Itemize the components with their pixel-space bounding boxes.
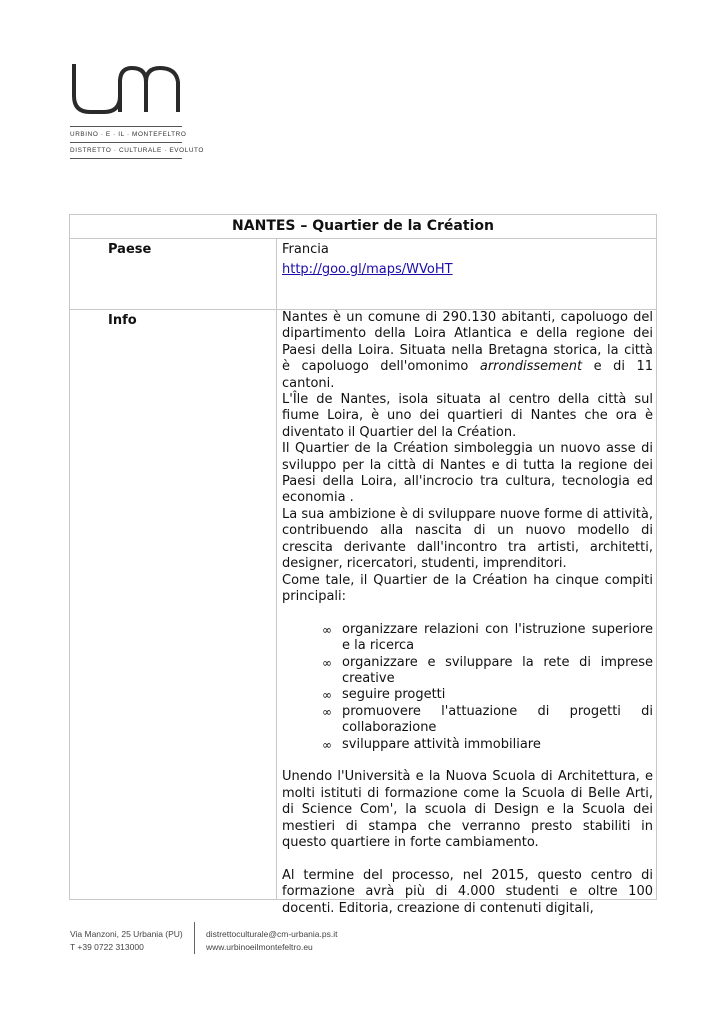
info-paragraph: Unendo l'Università e la Nuova Scuola di Architettura, e molti istituti di formazione come la Scuola di Belle Arti, di Science Com', la scuola di Design e la Scuola dei mestieri di stampa che verranno presto stabiliti in questo quartiere in forte cambiamento. xyxy=(282,769,653,850)
um-logo-icon xyxy=(70,62,182,116)
footer-phone: T +39 0722 313000 xyxy=(70,942,144,952)
footer-divider xyxy=(194,922,195,954)
info-paragraph: Al termine del processo, nel 2015, questo centro di formazione avrà più di 4.000 studenti e oltre 100 docenti. Editoria, creazione di contenuti digitali, xyxy=(282,867,653,916)
info-paragraph: Il Quartier de la Création simboleggia un nuovo asse di sviluppo per la città di Nantes e di tutta la regione dei Paesi della Loira, all'incrocio tra cultura, tecnologia ed economia . xyxy=(282,441,653,506)
map-link[interactable]: http://goo.gl/maps/WVoHT xyxy=(282,262,453,277)
list-item: ∞ seguire progetti xyxy=(322,687,446,703)
footer-website: www.urbinoeilmontefeltro.eu xyxy=(206,942,313,952)
footer-address-block xyxy=(70,928,183,954)
logo-text-line2: DISTRETTO · CULTURALE · EVOLUTO xyxy=(70,147,205,154)
list-item: ∞ sviluppare attività immobiliare xyxy=(322,736,541,752)
info-value xyxy=(277,310,657,916)
info-paragraph: La sua ambizione è di sviluppare nuove forme di attività, contribuendo alla nascita di un nuovo modello di crescita derivante dall'incontro tra artisti, architetti, designer, ricercatori, studenti, imprenditori. xyxy=(282,506,653,572)
footer-address: Via Manzoni, 25 Urbania (PU) xyxy=(70,929,183,939)
info-label: Info xyxy=(70,310,277,900)
footer-contact-block xyxy=(206,928,337,954)
list-item: ∞ organizzare relazioni con l'istruzione superiore e la ricerca xyxy=(322,621,653,654)
logo-divider xyxy=(70,142,182,143)
list-item: ∞ promuovere l'attuazione di progetti di collaborazione xyxy=(322,703,653,736)
list-item: ∞ organizzare e sviluppare la rete di imprese creative xyxy=(322,654,653,686)
logo-divider xyxy=(70,158,182,159)
infinity-bullet-icon: ∞ xyxy=(322,737,332,752)
logo xyxy=(70,62,205,159)
info-table xyxy=(69,214,657,916)
logo-text-line1: URBINO · E · IL · MONTEFELTRO xyxy=(70,131,187,138)
country-text: Francia xyxy=(282,242,329,257)
logo-divider xyxy=(70,126,182,127)
info-paragraph: Nantes è un comune di 290.130 abitanti, capoluogo del dipartimento della Loira Atlantica e della regione dei Paesi della Loira. Situata nella Bretagna storica, la città è capoluogo dell'omonimo arrondissement e di 11 cantoni. xyxy=(282,310,653,391)
infinity-bullet-icon: ∞ xyxy=(322,688,332,703)
infinity-bullet-icon: ∞ xyxy=(322,622,332,637)
paese-label: Paese xyxy=(70,239,277,310)
info-paragraph: Come tale, il Quartier de la Création ha cinque compiti principali: xyxy=(282,572,653,604)
infinity-bullet-icon: ∞ xyxy=(322,704,332,719)
paese-value xyxy=(277,239,657,310)
footer-email: distrettoculturale@cm-urbania.ps.it xyxy=(206,929,338,939)
tasks-list xyxy=(282,622,653,753)
info-paragraph: L'Île de Nantes, isola situata al centro della città sul fiume Loira, è uno dei quartieri di Nantes che ora è diventato il Quartier del la Création. xyxy=(282,392,653,440)
infinity-bullet-icon: ∞ xyxy=(322,655,332,670)
table-title: NANTES – Quartier de la Création xyxy=(70,215,657,239)
